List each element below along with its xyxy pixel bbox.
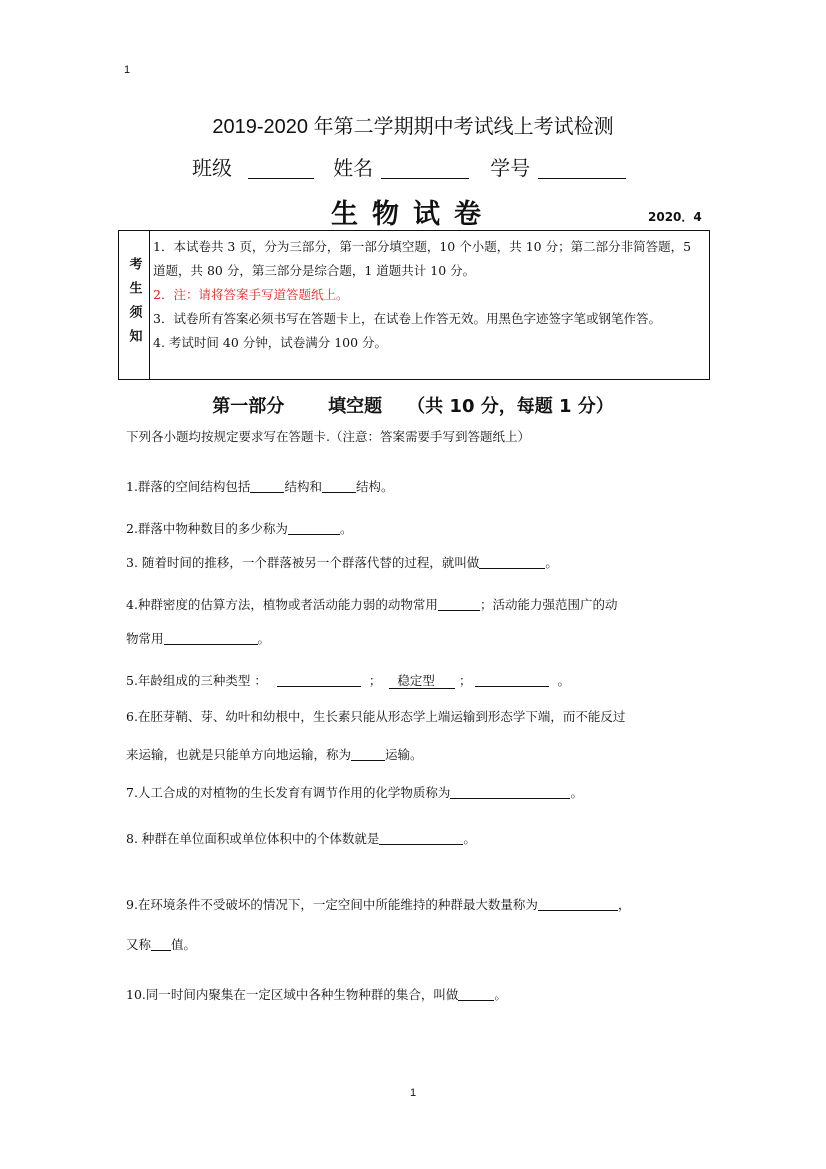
- q3-text-b: 。: [545, 555, 558, 570]
- q6-text-c: 运输。: [385, 747, 423, 762]
- q7-text-a: 7.人工合成的对植物的生长发育有调节作用的化学物质称为: [126, 785, 451, 800]
- q3-blank[interactable]: [479, 555, 545, 569]
- q5-text-a: 5.年龄组成的三种类型 ：: [126, 673, 267, 688]
- q5-blank-2[interactable]: [475, 673, 549, 687]
- student-id-blank[interactable]: [538, 158, 626, 179]
- q4-blank-2[interactable]: [164, 631, 258, 645]
- section-score: （共 10 分，每题 1 分）: [407, 396, 614, 417]
- q2-text-b: 。: [339, 521, 353, 536]
- q5-text-d: 。: [557, 673, 570, 688]
- name-blank[interactable]: [381, 158, 469, 179]
- notice-heading: 考生须知: [126, 257, 142, 353]
- section-heading: [0, 392, 826, 418]
- section-instructions: 下列各小题均按规定要求写在答题卡.（注意：答案需要手写到答题纸上）: [126, 429, 530, 444]
- q5-text-c: ；: [458, 673, 472, 688]
- q4-text-b: ；活动能力强范围广的动: [479, 597, 618, 612]
- q2-blank[interactable]: [288, 521, 340, 535]
- q4-text-d: 。: [257, 631, 271, 646]
- q2-text-a: 2.群落中物种数目的多少称为: [126, 521, 288, 536]
- notice-item-1: 1．本试卷共 3 页，分为三部分，第一部分填空题，10 个小题，共 10 分；第二部分非简答题，5 道题，共 80 分，第三部分是综合题，1 道题共计 10 分。: [153, 239, 692, 278]
- corner-page-number: 1: [124, 64, 131, 76]
- q8-blank[interactable]: [379, 831, 463, 845]
- q4-text-c: 物常用: [126, 631, 164, 646]
- student-id-label: 学号: [490, 158, 531, 180]
- q10-blank[interactable]: [458, 987, 494, 1001]
- name-label: 姓名: [333, 158, 374, 180]
- q7-blank[interactable]: [450, 785, 570, 799]
- question-7: [126, 783, 712, 801]
- question-5: [126, 671, 712, 689]
- class-label: 班级: [192, 158, 232, 180]
- question-8: [126, 829, 712, 847]
- q1-blank-2[interactable]: [322, 479, 356, 493]
- question-6: [126, 707, 712, 763]
- page-number: 1: [409, 1087, 417, 1099]
- notice-box: [118, 230, 710, 380]
- q5-blank-1[interactable]: [277, 673, 361, 687]
- q8-text-a: 8. 种群在单位面积或单位体积中的个体数就是: [126, 831, 380, 846]
- subject-title: 生物试卷: [331, 199, 495, 230]
- q6-blank[interactable]: [351, 747, 385, 761]
- q7-text-b: 。: [570, 785, 583, 800]
- question-1: [126, 477, 712, 495]
- class-blank[interactable]: [248, 158, 314, 179]
- q6-text-a: 6.在胚芽鞘、芽、幼叶和幼根中，生长素只能从形态学上端运输到形态学下端，而不能反过: [126, 709, 626, 724]
- q6-text-b: 来运输，也就是只能单方向地运输，称为: [126, 747, 352, 762]
- exam-date: 2020．4: [648, 210, 702, 224]
- question-10: [126, 985, 712, 1003]
- q1-text-a: 1.群落的空间结构包括: [126, 479, 251, 494]
- q10-text-a: 10.同一时间内聚集在一定区域中各种生物种群的集合，叫做: [126, 987, 459, 1002]
- q8-text-b: 。: [463, 831, 476, 846]
- notice-item-4: 4. 考试时间 40 分钟，试卷满分 100 分。: [153, 335, 388, 350]
- q1-blank-1[interactable]: [250, 479, 284, 493]
- q9-text-d: 值。: [171, 937, 197, 952]
- notice-item-3: 3．试卷所有答案必须书写在答题卡上，在试卷上作答无效。用黑色字迹签字笔或钢笔作答。: [153, 311, 661, 326]
- q9-text-b: ，: [617, 897, 631, 912]
- q3-text-a: 3. 随着时间的推移，一个群落被另一个群落代替的过程，就叫做: [126, 555, 480, 570]
- question-3: [126, 553, 712, 571]
- q1-text-c: 结构。: [355, 479, 394, 494]
- section-title: 第一部分: [212, 396, 285, 417]
- q10-text-b: 。: [494, 987, 507, 1002]
- section-type: 填空题: [328, 396, 383, 417]
- student-info-line: [192, 152, 626, 181]
- question-4: [126, 595, 712, 647]
- q5-filled-answer: 稳定型: [389, 673, 455, 689]
- notice-body: [153, 235, 705, 355]
- q9-text-c: 又称: [126, 937, 152, 952]
- exam-title: 2019-2020 年第二学期期中考试线上考试检测: [212, 116, 614, 138]
- q4-text-a: 4.种群密度的估算方法，植物或者活动能力弱的动物常用: [126, 597, 438, 612]
- notice-item-2: 2．注：请将答案手写道答题纸上。: [153, 287, 349, 302]
- q4-blank-1[interactable]: [438, 597, 480, 611]
- q9-text-a: 9.在环境条件不受破坏的情况下，一定空间中所能维持的种群最大数量称为: [126, 897, 538, 912]
- notice-heading-cell: [119, 231, 150, 379]
- q9-blank-2[interactable]: [151, 937, 171, 951]
- q9-blank-1[interactable]: [538, 897, 618, 911]
- question-9: [126, 895, 712, 953]
- q5-text-b: ；: [368, 673, 382, 688]
- question-2: [126, 519, 712, 537]
- q1-text-b: 结构和: [284, 479, 322, 494]
